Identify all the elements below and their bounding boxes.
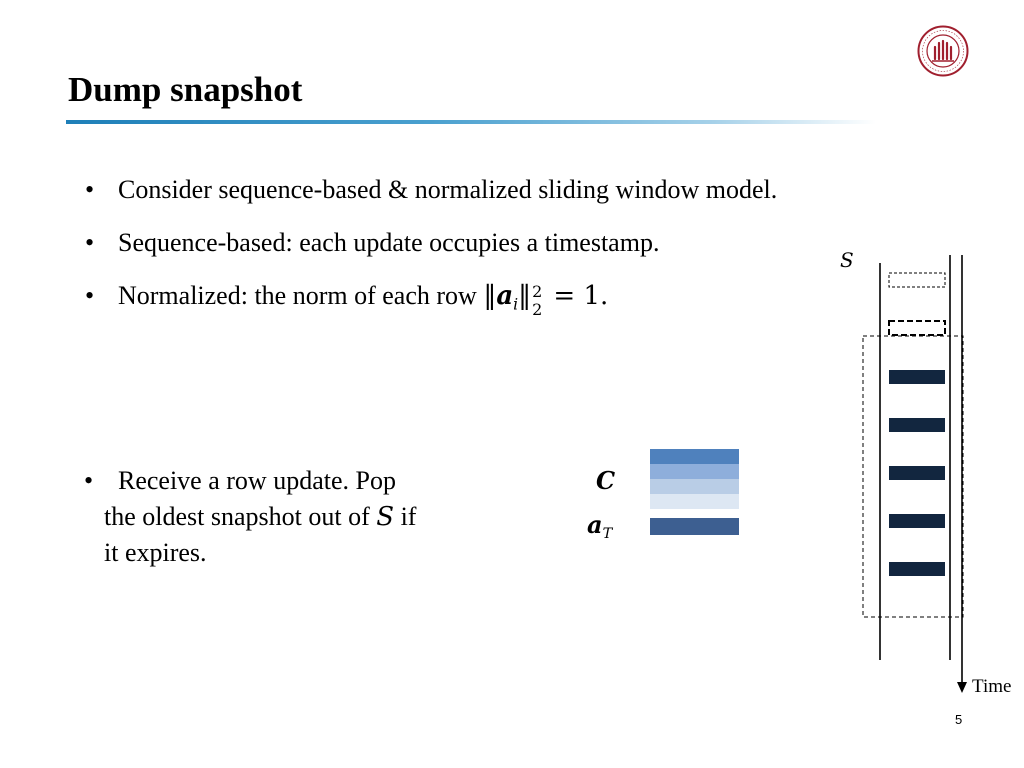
matrix-c-label: C bbox=[596, 466, 616, 495]
vector-a: a bbox=[496, 281, 514, 311]
matrix-band bbox=[650, 464, 739, 479]
norm-equals-one: = 1. bbox=[545, 281, 609, 311]
row-vector-subscript: T bbox=[602, 526, 613, 543]
bullet-line-2: the oldest snapshot out of bbox=[104, 502, 377, 531]
bullet-sequence-normalized-model bbox=[85, 172, 778, 208]
bullet-dot: • bbox=[85, 281, 95, 310]
matrix-band bbox=[650, 479, 739, 494]
bullet-dot: • bbox=[85, 175, 95, 204]
matrix-band bbox=[650, 494, 739, 509]
time-axis-label: Time bbox=[972, 676, 1012, 697]
bullet-line-3: it expires. bbox=[104, 538, 207, 567]
title-underline bbox=[66, 120, 876, 124]
norm-superscript: 2 bbox=[532, 282, 543, 301]
sliding-window-frame bbox=[863, 336, 963, 617]
time-axis-arrowhead bbox=[957, 682, 967, 693]
row-a-t-label bbox=[587, 510, 612, 542]
university-logo-icon bbox=[917, 25, 969, 77]
bullet-sequence-based bbox=[85, 225, 660, 261]
snapshot-bar bbox=[889, 418, 945, 432]
bullet-dot: • bbox=[84, 466, 94, 495]
bullet-line-2-end: if bbox=[394, 502, 417, 531]
snapshot-bar bbox=[889, 370, 945, 384]
bullet-receive-row-update bbox=[84, 463, 484, 571]
bullet-normalized bbox=[85, 278, 609, 322]
bullet-text: Normalized: the norm of each row bbox=[118, 281, 484, 310]
snapshot-set-label: S bbox=[840, 248, 854, 272]
bullet-line-1: Receive a row update. Pop bbox=[118, 466, 396, 495]
bullet-text: Consider sequence-based & normalized sliding window model. bbox=[118, 175, 778, 204]
page-number: 5 bbox=[955, 712, 963, 727]
row-vector-a: a bbox=[587, 510, 603, 539]
vector-subscript: i bbox=[513, 295, 519, 314]
expired-snapshot-slot bbox=[889, 273, 945, 287]
snapshot-bar bbox=[889, 562, 945, 576]
incoming-row-a-t bbox=[650, 518, 739, 535]
norm-subscript: 2 bbox=[532, 300, 543, 319]
bullet-dot: • bbox=[85, 228, 95, 257]
oldest-snapshot-slot bbox=[889, 321, 945, 335]
bullet-text: Sequence-based: each update occupies a timestamp. bbox=[118, 228, 660, 257]
snapshot-bar bbox=[889, 466, 945, 480]
snapshot-set-symbol: S bbox=[376, 502, 395, 532]
norm-close: ‖ bbox=[518, 281, 532, 311]
sketch-matrix-c bbox=[650, 449, 739, 509]
snapshot-bar bbox=[889, 514, 945, 528]
norm-exponent bbox=[531, 278, 545, 319]
slide-title: Dump snapshot bbox=[68, 70, 303, 109]
norm-open: ‖ bbox=[483, 281, 497, 311]
matrix-band bbox=[650, 449, 739, 464]
